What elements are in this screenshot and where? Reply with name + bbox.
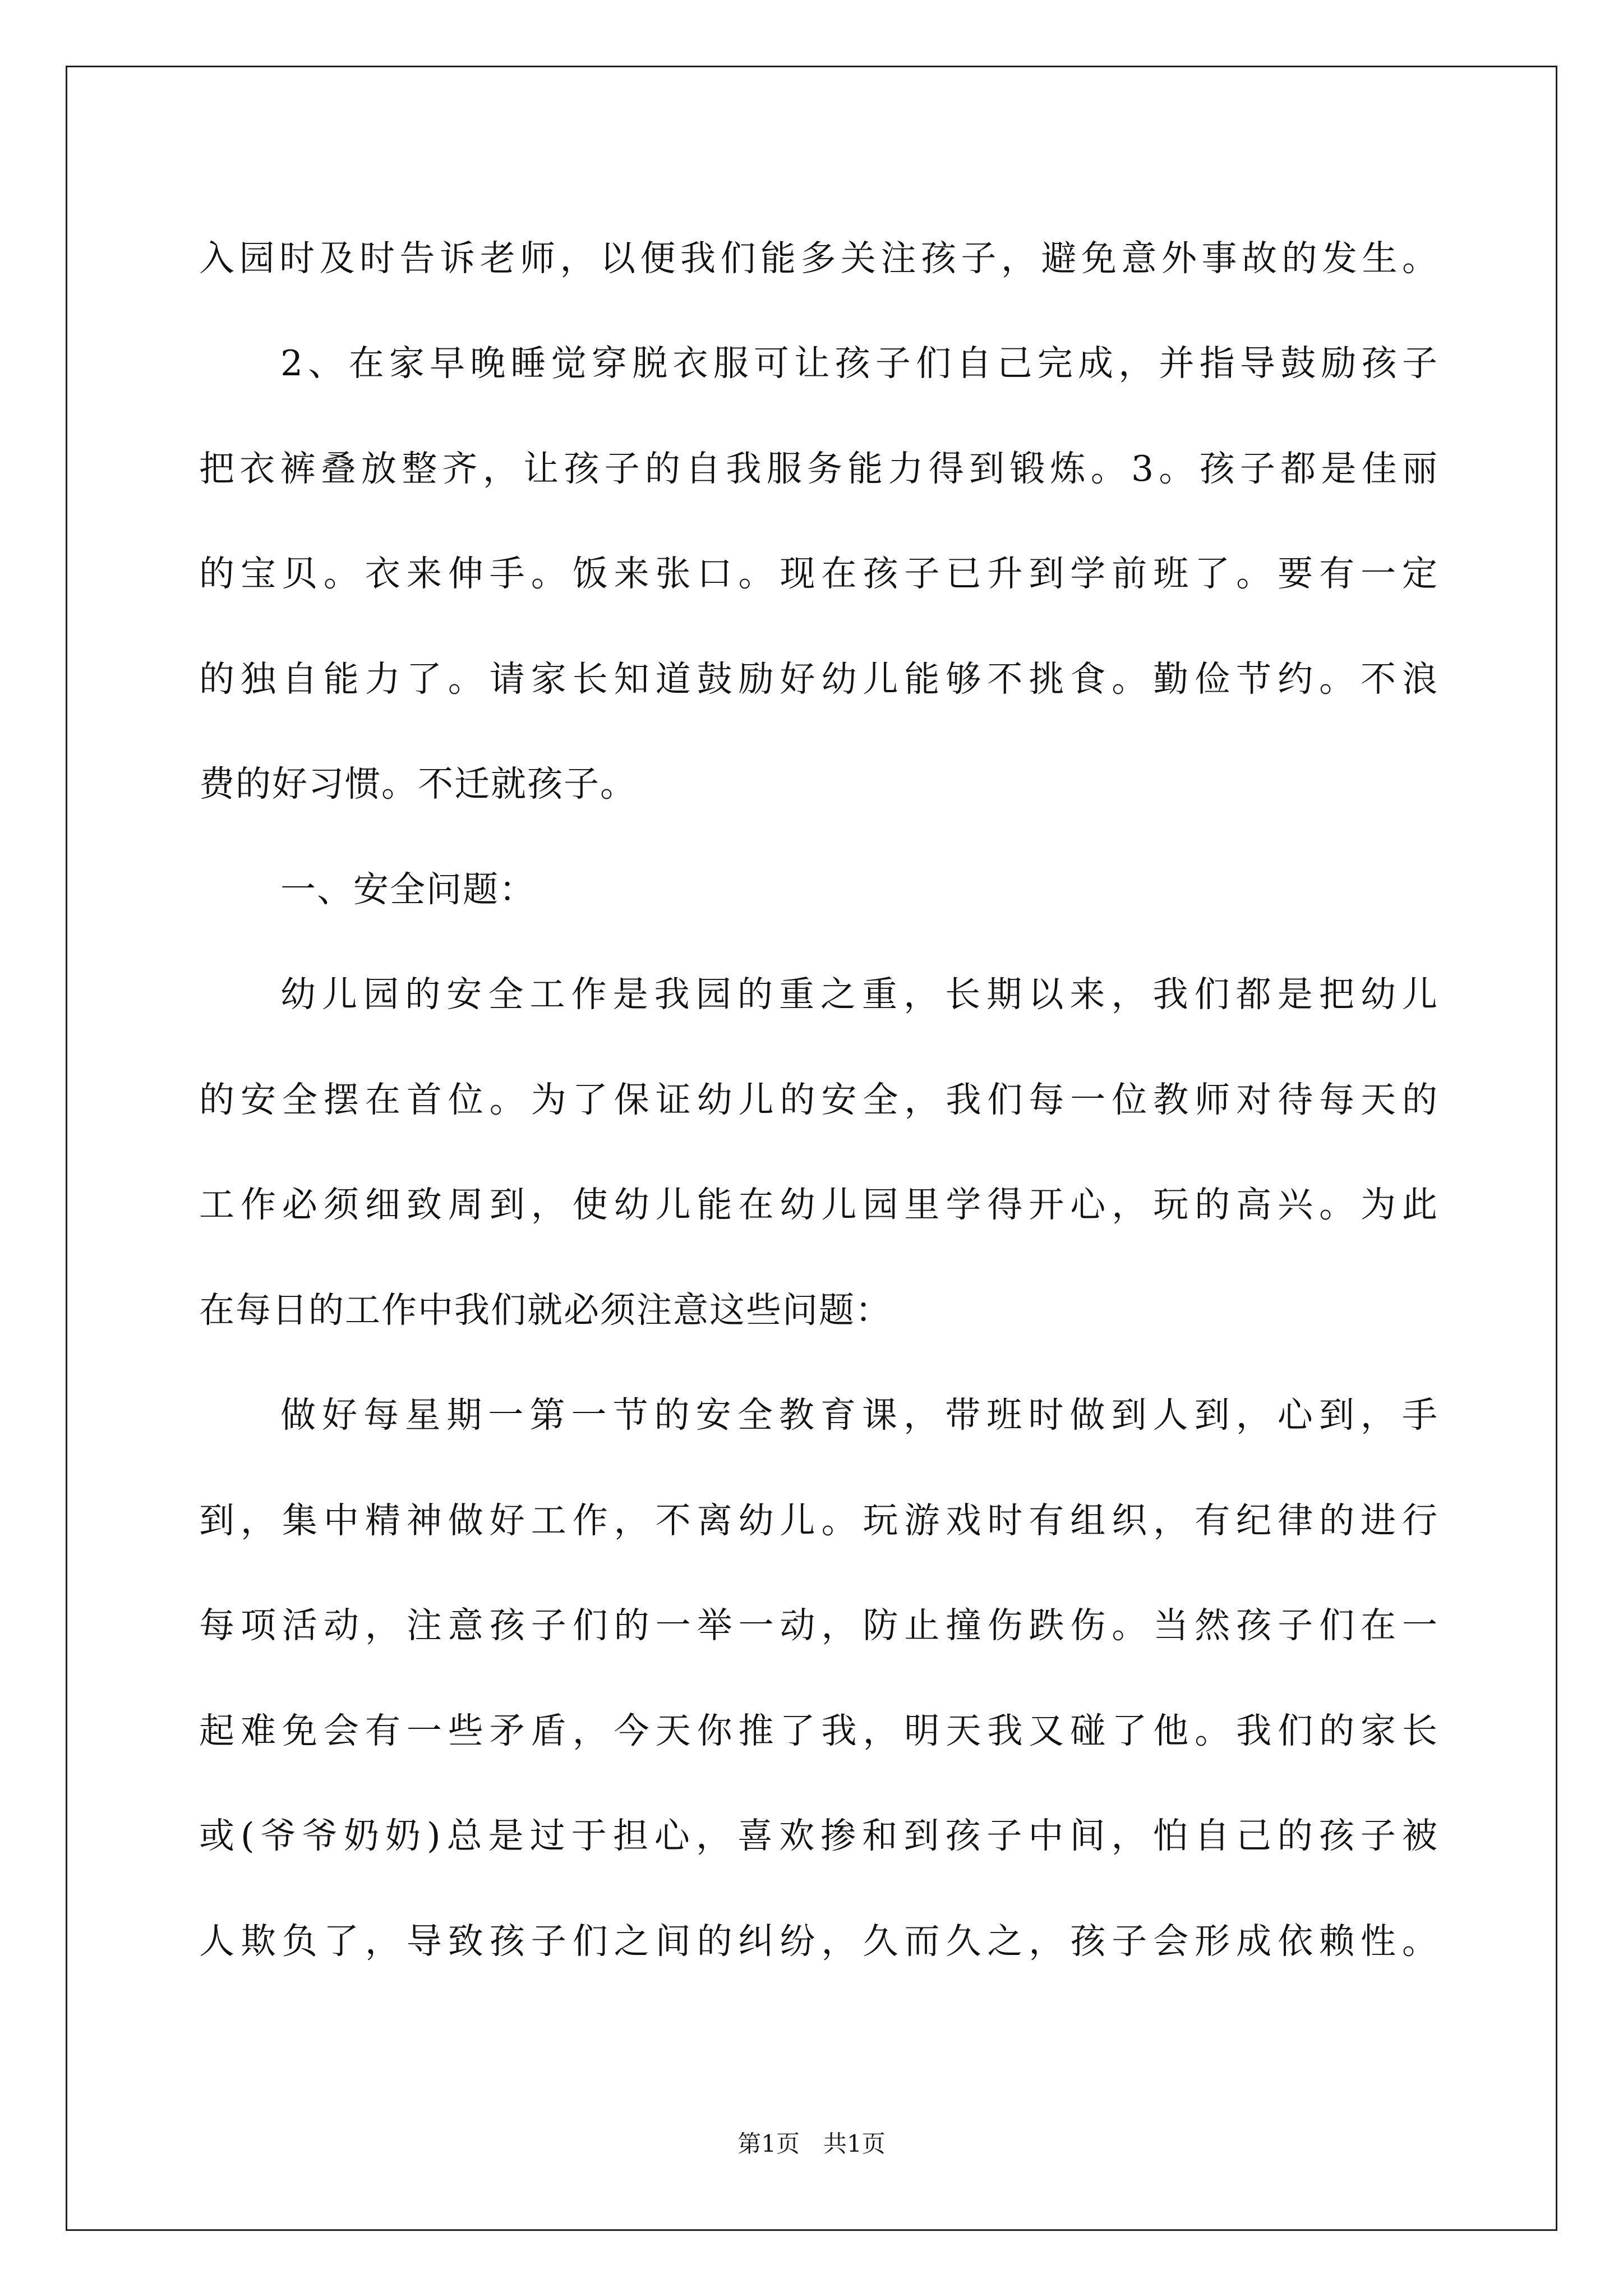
- page-border: [66, 66, 1557, 2231]
- section-heading-safety: 一、安全问题：: [280, 869, 536, 910]
- text-line-17: 人欺负了，导致孩子们之间的纠纷，久而久之，孩子会形成依赖性。: [199, 1921, 1438, 1962]
- text-line-3: 把衣裤叠放整齐，让孩子的自我服务能力得到锻炼。3。孩子都是佳丽: [199, 448, 1438, 489]
- text-line-9: 的安全摆在首位。为了保证幼儿的安全，我们每一位教师对待每天的: [199, 1079, 1438, 1120]
- text-line-6: 费的好习惯。不迁就孩子。: [199, 763, 637, 804]
- text-line-10: 工作必须细致周到，使幼儿能在幼儿园里学得开心，玩的高兴。为此: [199, 1184, 1438, 1225]
- text-line-15: 起难免会有一些矛盾，今天你推了我，明天我又碰了他。我们的家长: [199, 1710, 1438, 1751]
- text-line-14: 每项活动，注意孩子们的一举一动，防止撞伤跌伤。当然孩子们在一: [199, 1605, 1438, 1646]
- text-line-8: 幼儿园的安全工作是我园的重之重，长期以来，我们都是把幼儿: [280, 974, 1438, 1015]
- text-line-13: 到，集中精神做好工作，不离幼儿。玩游戏时有组织，有纪律的进行: [199, 1500, 1438, 1541]
- text-line-16: 或(爷爷奶奶)总是过于担心，喜欢掺和到孩子中间，怕自己的孩子被: [199, 1815, 1438, 1856]
- text-line-1: 入园时及时告诉老师，以便我们能多关注孩子，避免意外事故的发生。: [199, 238, 1438, 279]
- text-line-4: 的宝贝。衣来伸手。饭来张口。现在孩子已升到学前班了。要有一定: [199, 553, 1438, 594]
- page-number-footer: 第1页 共1页: [737, 2130, 886, 2157]
- text-line-5: 的独自能力了。请家长知道鼓励好幼儿能够不挑食。勤俭节约。不浪: [199, 659, 1438, 700]
- text-line-12: 做好每星期一第一节的安全教育课，带班时做到人到，心到，手: [280, 1395, 1438, 1435]
- text-line-11: 在每日的工作中我们就必须注意这些问题：: [199, 1290, 892, 1331]
- text-line-2: 2、在家早晚睡觉穿脱衣服可让孩子们自己完成，并指导鼓励孩子: [280, 343, 1438, 384]
